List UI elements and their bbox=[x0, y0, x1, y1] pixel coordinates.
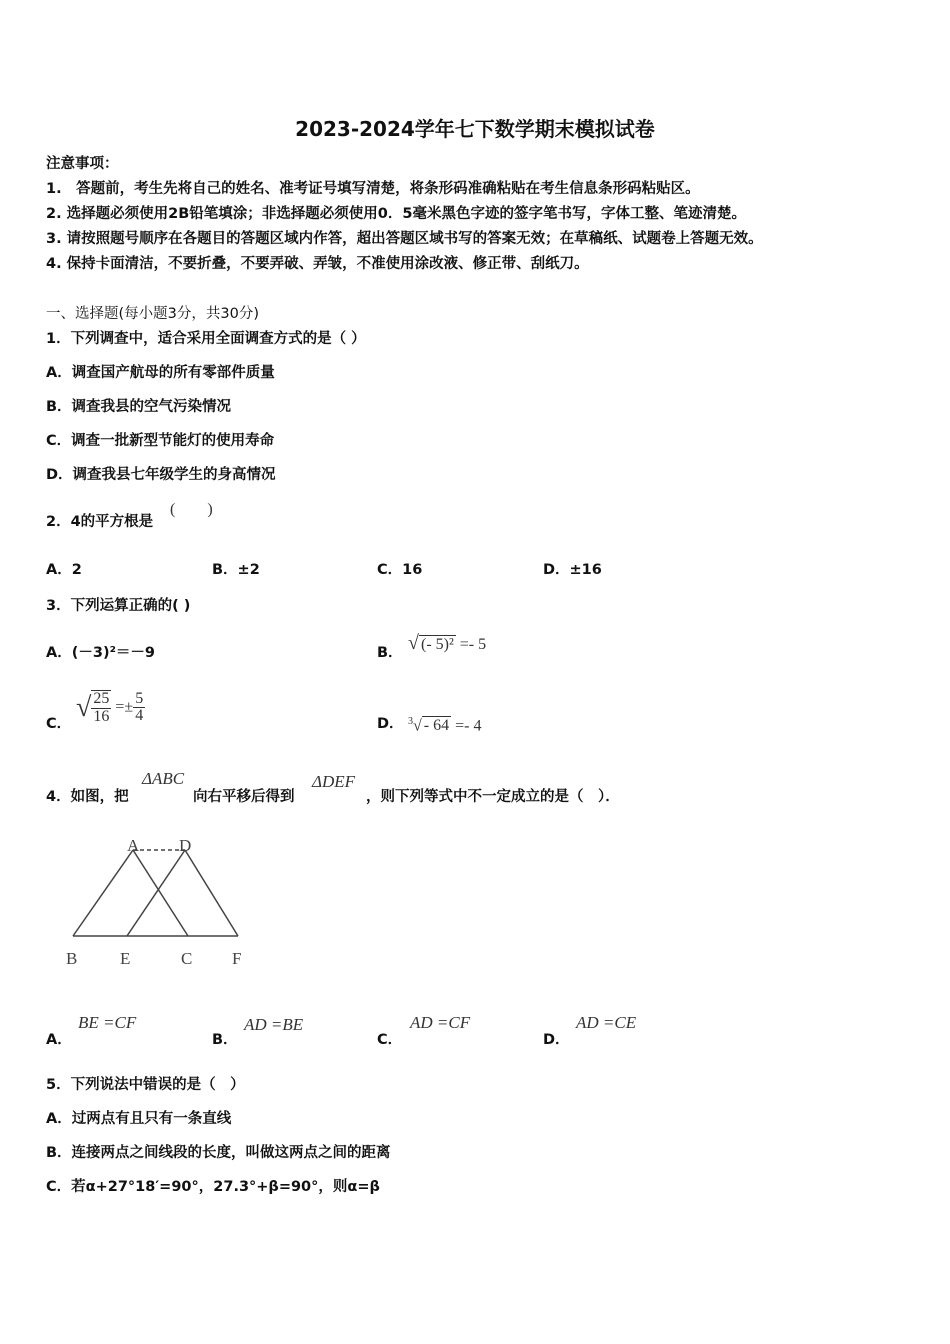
q4-def: ΔDEF bbox=[312, 772, 356, 791]
q1-option-d: D．调查我县七年级学生的身高情况 bbox=[46, 467, 276, 483]
q2-option-d: D．±16 bbox=[543, 562, 602, 578]
notice-item-1: 1. 答题前，考生先将自己的姓名、准考证号填写清楚，将条形码准确粘贴在考生信息条形码粘贴区。 bbox=[46, 181, 700, 197]
q3-d-expr: $^3$√ - 64 =- 4 bbox=[408, 716, 482, 735]
q4-middle: 向右平移后得到 bbox=[193, 789, 295, 805]
q3-c-den2: 4 bbox=[135, 707, 144, 725]
q2-option-a: A．2 bbox=[46, 562, 82, 578]
q5-option-c: C．若α+27°18′=90°，27.3°+β=90°，则α=β bbox=[46, 1179, 380, 1195]
q4-option-a-label: A． bbox=[46, 1032, 72, 1048]
q3-c-label: C． bbox=[46, 716, 72, 732]
q4-option-a-expr: BE =CF bbox=[78, 1013, 137, 1032]
q3-b-label: B． bbox=[377, 645, 403, 661]
segment-ac bbox=[133, 850, 188, 936]
q3-c-num2: 5 bbox=[135, 689, 144, 707]
q2-option-b: B．±2 bbox=[212, 562, 260, 578]
q4-figure bbox=[55, 828, 255, 978]
notice-heading: 注意事项： bbox=[46, 156, 119, 172]
q5-option-a: A．过两点有且只有一条直线 bbox=[46, 1111, 232, 1127]
q4-option-c-expr: AD =CF bbox=[410, 1013, 471, 1032]
q2-paren: ( ) bbox=[170, 501, 213, 518]
q4-option-b-expr: AD =BE bbox=[244, 1015, 304, 1034]
q3-b-radicand: (- 5)² bbox=[420, 636, 454, 653]
q3-stem: 3．下列运算正确的( ) bbox=[46, 598, 191, 614]
q2-stem: 2．4的平方根是 bbox=[46, 514, 154, 530]
segment-df bbox=[185, 850, 238, 936]
notice-item-3: 3. 请按照题号顺序在各题目的答题区域内作答，超出答题区域书写的答案无效；在草稿纸、试题卷上答题无效。 bbox=[46, 231, 763, 247]
q3-d-radicand: - 64 bbox=[423, 717, 450, 735]
section-heading: 一、选择题(每小题3分，共30分) bbox=[46, 306, 259, 322]
q1-stem: 1．下列调查中，适合采用全面调查方式的是（ ） bbox=[46, 331, 366, 347]
q1-option-b: B．调查我县的空气污染情况 bbox=[46, 399, 232, 415]
q1-option-c: C．调查一批新型节能灯的使用寿命 bbox=[46, 433, 275, 449]
notice-item-4: 4. 保持卡面清洁，不要折叠，不要弄破、弄皱，不准使用涂改液、修正带、刮纸刀。 bbox=[46, 256, 589, 272]
label-e: E bbox=[120, 949, 131, 968]
q3-c-num: 25 bbox=[93, 690, 110, 707]
page-title: 2023-2024学年七下数学期末模拟试卷 bbox=[295, 117, 655, 141]
q4-option-d-expr: AD =CE bbox=[576, 1013, 637, 1032]
q3-c-expr: √ $\frac{25}{16}$ =± $\frac{5}{4}$ bbox=[76, 689, 144, 725]
segment-ab bbox=[73, 850, 133, 936]
label-c: C bbox=[181, 949, 193, 968]
label-b: B bbox=[66, 949, 78, 968]
q3-d-label: D． bbox=[377, 716, 404, 732]
q4-suffix: ，则下列等式中不一定成立的是（ ）． bbox=[366, 789, 620, 805]
label-f: F bbox=[232, 949, 242, 968]
q4-option-d-label: D． bbox=[543, 1032, 570, 1048]
segment-de bbox=[127, 850, 185, 936]
q3-b-result: =- 5 bbox=[459, 636, 487, 653]
notice-item-2: 2. 选择题必须使用2B铅笔填涂；非选择题必须使用0．5毫米黑色字迹的签字笔书写，字体工整、笔迹清楚。 bbox=[46, 206, 746, 222]
q1-option-a: A．调查国产航母的所有零部件质量 bbox=[46, 365, 275, 381]
q3-b-expr: √ (- 5)² =- 5 bbox=[408, 632, 487, 654]
q4-abc: ΔABC bbox=[142, 769, 185, 788]
q3-d-index: 3 bbox=[408, 716, 413, 727]
q3-a-label: A． bbox=[46, 645, 72, 661]
q5-option-b: B．连接两点之间线段的长度，叫做这两点之间的距离 bbox=[46, 1145, 391, 1161]
q2-option-c: C．16 bbox=[377, 562, 423, 578]
q5-stem: 5．下列说法中错误的是（ ） bbox=[46, 1077, 245, 1093]
q3-c-den: 16 bbox=[93, 707, 110, 725]
q4-prefix: 4．如图，把 bbox=[46, 789, 129, 805]
q3-a-expr: (－3)²＝－9 bbox=[71, 645, 156, 661]
q4-option-c-label: C． bbox=[377, 1032, 403, 1048]
label-a: A bbox=[127, 836, 140, 855]
q3-d-result: =- 4 bbox=[455, 717, 482, 735]
q3-option-a bbox=[46, 641, 155, 662]
q3-c-eq: =± bbox=[115, 698, 134, 716]
q4-option-b-label: B． bbox=[212, 1032, 238, 1048]
label-d: D bbox=[179, 836, 192, 855]
